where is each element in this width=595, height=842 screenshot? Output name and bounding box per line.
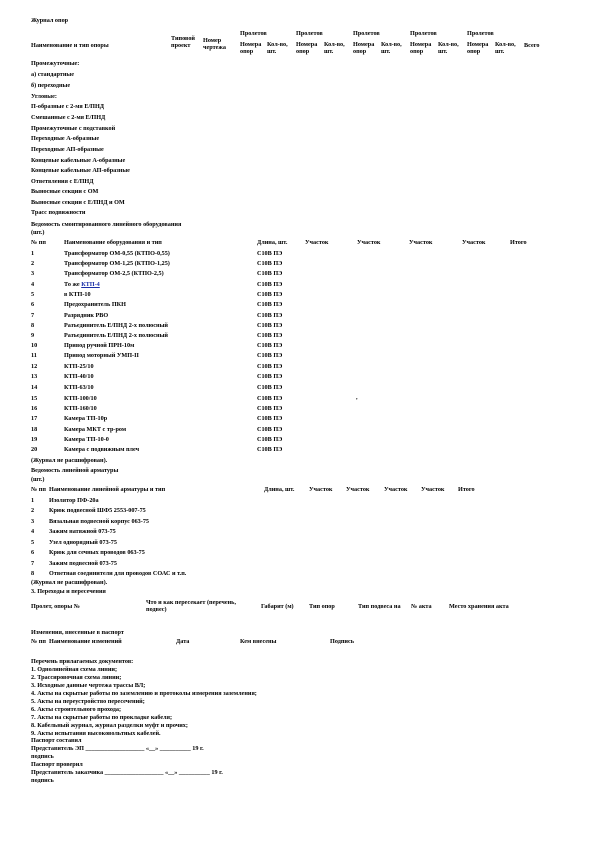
row-unit: С10В ПЭ [257,250,283,257]
support-row: Выносные секции с Е/ПНД и ОМ [31,199,125,206]
row-unit: С10В ПЭ [257,312,283,319]
row-unit: С10В ПЭ [257,352,283,359]
doc-item: 6. Акты строительного прохода; [31,706,122,713]
row-num: 13 [31,373,38,380]
row-name: КТП-25/10 [64,363,94,370]
support-row: Угловые: [31,93,57,100]
compiled-by: Паспорт составил [31,737,82,744]
row-num: 2 [31,507,35,514]
row-name: Вязальная подвесной корпус 063-75 [49,518,150,525]
equipment-header-num: № пп [31,239,46,246]
row-num: 18 [31,426,38,433]
doc-item: 8. Кабельный журнал, журнал разделки муфт и прочих; [31,722,188,729]
crossings-header-span: Пролет, опоры № [31,603,80,610]
representative-customer-line: Представитель заказчика ___________________ «__» __________ 19 г. [31,769,223,776]
fittings-header-site-4: Участок [421,486,445,493]
fittings-header-site-3: Участок [384,486,408,493]
span-numbers-1: Номера опор [240,41,262,56]
row-num: 3 [31,518,35,525]
row-unit: С10В ПЭ [257,342,283,349]
supports-journal-title: Журнал опор [31,17,69,24]
header-name-type: Наименование и тип опоры [31,42,109,49]
row-num: 4 [31,281,35,288]
row-name: Камера с подвижным плеч [64,446,140,453]
support-row: Трасс подвижности [31,209,86,216]
row-num: 11 [31,352,37,359]
fittings-header-site-2: Участок [346,486,370,493]
row-name: Разрядник РВО [64,312,109,319]
equipment-unit: (шт.) [31,229,45,236]
row-num: 5 [31,291,35,298]
row-unit: С10В ПЭ [257,373,283,380]
support-row: Смешанные с 2-мя Е/ПНД [31,114,106,121]
row-name: Трансформатор ОМ-1,25 (КТПО-1,25) [64,260,170,267]
row-name: Камера ТП-10р [64,415,108,422]
equipment-header-length: Длина, шт. [257,239,288,246]
equipment-header-name: Наименование оборудования и тип [64,239,162,246]
row-num: 12 [31,363,38,370]
support-row: Промежуточные с подставкой [31,125,116,132]
representative-ep-line: Представитель ЭП ___________________ «__» __________ 19 г. [31,745,204,752]
row-num: 5 [31,539,35,546]
changes-title: Изменения, внесенные в паспорт [31,629,124,636]
span-label-2: Пролетов [296,30,323,37]
row-unit: С10В ПЭ [257,291,283,298]
row-name-prefix: То же [64,281,82,288]
equipment-header-site-1: Участок [305,239,329,246]
span-numbers-2: Номера опор [296,41,318,56]
row-num: 7 [31,312,35,319]
row-num: 2 [31,260,35,267]
crossings-header-size: Габарит (м) [261,603,294,610]
row-num: 6 [31,549,35,556]
row-unit: С10В ПЭ [257,260,283,267]
row-num: 14 [31,384,38,391]
support-row: Концевые кабельные АП-образные [31,167,130,174]
changes-header-sign: Подпись [330,638,355,645]
row-unit: С10В ПЭ [257,301,283,308]
row-name: в КТП-10 [64,291,91,298]
row-name: Изолятор ПФ-20а [49,497,99,504]
row-name: Ответная соединители для проводов СОАС и т.п. [49,570,187,577]
row-name: Крюк подвесной ШФ5 2553-007-75 [49,507,146,514]
row-num: 16 [31,405,38,412]
row-name: КТП-160/10 [64,405,97,412]
changes-header-by: Кем внесены [240,638,277,645]
row-name: Камера МКТ с тр-ром [64,426,127,433]
equipment-header-site-4: Участок [462,239,486,246]
row-num: 8 [31,322,35,329]
support-row: Переходные А-образные [31,135,100,142]
crossings-header-storage: Место хранения акта [449,603,509,610]
row-num: 7 [31,560,35,567]
doc-item: 5. Акты на переустройство пересечений; [31,698,145,705]
row-name: Разъединитель Е/ПНД 2-х полюсный [64,332,168,339]
row-num: 15 [31,395,38,402]
span-label-1: Пролетов [240,30,267,37]
crossings-section-title: 3. Переходы и пересечения [31,588,106,595]
row-name: Камера ТП-10-0 [64,436,109,443]
row-name: Трансформатор ОМ-0,55 (КТПО-0,55) [64,250,170,257]
doc-item: 4. Акты на скрытые работы по заземлению и протоколы измерения заземления; [31,690,257,697]
row-num: 1 [31,497,35,504]
row-unit: С10В ПЭ [257,363,283,370]
fittings-header-total: Итого [458,486,475,493]
crossings-header-act: № акта [411,603,432,610]
row-name: Трансформатор ОМ-2,5 (КТПО-2,5) [64,270,164,277]
support-row: Переходные АП-образные [31,146,104,153]
support-row: П-образные с 2-мя Е/ПНД [31,103,105,110]
row-unit: С10В ПЭ [257,415,283,422]
equipment-header-site-2: Участок [357,239,381,246]
signature-label-2: подпись [31,777,54,784]
row-num: 10 [31,342,38,349]
crossings-header-suspension: Тип подвеса на [358,603,401,610]
row-num: 3 [31,270,35,277]
row-unit: С10В ПЭ [257,270,283,277]
changes-header-num: № пп [31,638,46,645]
span-label-3: Пролетов [353,30,380,37]
row-unit: С10В ПЭ [257,446,283,453]
row-name: Предохранитель ПКН [64,301,126,308]
equipment-title: Ведомость смонтированного линейного оборудования [31,221,182,228]
row-name: КТП-100/10 [64,395,97,402]
row-name: Узел однорядный 073-75 [49,539,117,546]
doc-item: 9. Акты испытания высоковольтных кабелей. [31,730,161,737]
span-numbers-4: Номера опор [410,41,432,56]
equipment-header-total: Итого [510,239,527,246]
support-row: а) стандартные [31,71,74,78]
stray-mark: , [356,394,358,401]
span-count-5: Кол-во, шт. [495,41,516,56]
row-num: 9 [31,332,35,339]
checked-by: Паспорт проверил [31,761,83,768]
crossings-header-support-type: Тип опор [309,603,335,610]
row-name: Зажим подвесной 073-75 [49,560,117,567]
fittings-title: Ведомость линейной арматуры [31,467,119,474]
span-label-5: Пролетов [467,30,494,37]
support-row: Ответвления с Е/ПНД [31,178,94,185]
row-unit: С10В ПЭ [257,281,283,288]
row-num: 17 [31,415,38,422]
row-unit: С10В ПЭ [257,332,283,339]
changes-header-date: Дата [176,638,190,645]
fittings-header-name: Наименование линейной арматуры и тип [49,486,166,493]
span-count-3: Кол-во, шт. [381,41,402,56]
row-name [64,281,100,288]
docs-title: Перечень прилагаемых документов: [31,658,134,665]
doc-item: 3. Исходные данные чертежа трассы ВЛ; [31,682,146,689]
support-row: б) переходные [31,82,71,89]
row-name: КТП-63/10 [64,384,94,391]
row-unit: С10В ПЭ [257,436,283,443]
fittings-header-num: № пп [31,486,46,493]
span-count-4: Кол-во, шт. [438,41,459,56]
row-num: 20 [31,446,38,453]
span-numbers-5: Номера опор [467,41,489,56]
row-unit: С10В ПЭ [257,395,283,402]
header-drawing-number: Номер чертежа [203,37,226,52]
span-numbers-3: Номера опор [353,41,375,56]
fittings-header-site-1: Участок [309,486,333,493]
fittings-header-length: Длина, шт. [264,486,295,493]
row-unit: С10В ПЭ [257,384,283,391]
equipment-note: (Журнал не расшифрован). [31,457,108,464]
signature-label-1: подпись [31,753,54,760]
row-num: 6 [31,301,35,308]
row-name: Привод моторный УМП-II [64,352,139,359]
doc-item: 7. Акты на скрытые работы по прокладке кабеля; [31,714,173,721]
row-name: КТП-40/10 [64,373,94,380]
span-count-2: Кол-во, шт. [324,41,345,56]
row-num: 4 [31,528,35,535]
span-label-4: Пролетов [410,30,437,37]
row-num: 1 [31,250,35,257]
header-total: Всего [524,42,540,49]
fittings-note: (Журнал не расшифрован). [31,579,108,586]
doc-item: 2. Трассировочная схема линии; [31,674,122,681]
ktp4-link[interactable]: КТП-4 [81,281,100,288]
fittings-unit: (шт.) [31,476,45,483]
row-name: Зажим натяжной 073-75 [49,528,116,535]
row-num: 8 [31,570,35,577]
row-unit: С10В ПЭ [257,322,283,329]
support-row: Промежуточные: [31,60,80,67]
doc-item: 1. Однолинейная схема линии; [31,666,118,673]
support-row: Выносные секции с ОМ [31,188,99,195]
row-name: Разъединитель Е/ПНД 2-х полюсный [64,322,168,329]
crossings-header-what: Что и как пересекает (перечень, подвес) [146,599,236,614]
equipment-header-site-3: Участок [409,239,433,246]
row-num: 19 [31,436,38,443]
header-typical-project: Типовой проект [171,35,196,50]
row-unit: С10В ПЭ [257,426,283,433]
span-count-1: Кол-во, шт. [267,41,288,56]
support-row: Концевые кабельные А-образные [31,157,126,164]
changes-header-name: Наименование изменений [49,638,122,645]
row-unit: С10В ПЭ [257,405,283,412]
row-name: Привод ручной ПРН-10м [64,342,135,349]
row-name: Крюк для сечных проводов 063-75 [49,549,145,556]
